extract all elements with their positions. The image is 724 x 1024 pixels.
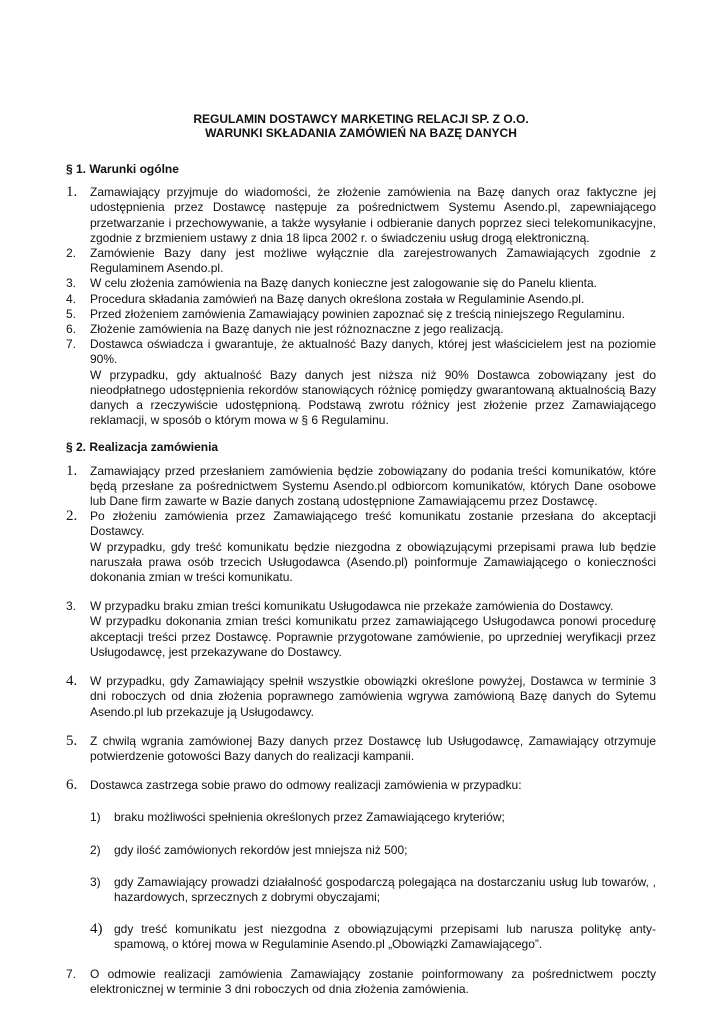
section-2-item-6 <box>66 778 656 793</box>
subitem-text: braku możliwości spełnienia określonych przez Zamawiającego kryteriów; <box>114 810 505 825</box>
section-1-heading: § 1. Warunki ogólne <box>66 162 179 176</box>
section-2-item-7 <box>66 967 656 997</box>
item-number: 3. <box>66 599 77 614</box>
section-1-item-1 <box>66 185 656 246</box>
item-text: Zamówienie Bazy dany jest możliwe wyłącznie dla zarejestrowanych Zamawiających zgodnie z Regulaminem Asendo.pl. <box>90 246 656 276</box>
item-text: Po złożeniu zamówienia przez Zamawiającego treść komunikatu zostanie przesłana do akceptacji Dostawcy. <box>90 509 656 539</box>
section-2-item-1 <box>66 464 656 510</box>
item-number: 7. <box>66 337 77 352</box>
item-number: 2. <box>66 246 77 261</box>
subitem-number: 3) <box>90 874 101 889</box>
item-number: 7. <box>66 966 77 981</box>
item-number: 4. <box>66 673 78 690</box>
item-number: 5. <box>66 306 77 321</box>
section-1-item-3 <box>66 276 656 291</box>
subitem-text: gdy ilość zamówionych rekordów jest mniejsza niż 500; <box>114 842 408 857</box>
item-text: W celu złożenia zamówienia na Bazę danych konieczne jest zalogowanie się do Panelu klienta. <box>90 276 597 291</box>
item-text: O odmowie realizacji zamówienia Zamawiający zostanie poinformowany za pośrednictwem poczty elektronicznej w terminie 3 dni roboczych od dnia złożenia zamówienia. <box>90 966 656 996</box>
refusal-reason-2 <box>66 843 656 858</box>
item-number: 3. <box>66 276 77 291</box>
item-number: 1. <box>66 462 78 479</box>
section-2-item-2 <box>66 509 656 585</box>
item-number: 1. <box>66 184 78 201</box>
document-title-line-1: REGULAMIN DOSTAWCY MARKETING RELACJI SP. Z O.O. <box>193 112 529 126</box>
section-1-item-5 <box>66 307 656 322</box>
item-number: 6. <box>66 777 78 794</box>
item-text: Dostawca oświadcza i gwarantuje, że aktualność Bazy danych, której jest właścicielem jest na poziomie 90%. <box>90 337 656 367</box>
item-number: 4. <box>66 291 77 306</box>
refusal-reason-4 <box>66 922 656 952</box>
item-number: 6. <box>66 322 77 337</box>
section-2-item-5 <box>66 734 656 764</box>
section-1-item-7 <box>66 337 656 428</box>
section-1-item-2 <box>66 246 656 276</box>
item-text: Zamawiający przed przesłaniem zamówienia będzie zobowiązany do podania treści komunikatów, które będą przesłane za pośrednictwem Systemu Asendo.pl odbiorcom komunikatów, których Dane osobowe lub Dane firm zawarte w Bazie danych zostaną udostępnione Zamawiającemu przez Dostawcę. <box>90 463 656 509</box>
item-text: Z chwilą wgrania zamówionej Bazy danych przez Dostawcę lub Usługodawcę, Zamawiający otrzymuje potwierdzenie gotowości Bazy danych do realizacji kampanii. <box>90 733 656 763</box>
item-extra-text: W przypadku dokonania zmian treści komunikatu przez zamawiającego Usługodawca ponowi procedurę akceptacji treści przez Dostawcę. Poprawnie przygotowane zamówienie, po uprzedniej weryfikacji przez Usługodawcę, jest przekazywane do Dostawcy. <box>90 614 656 659</box>
item-text: W przypadku braku zmian treści komunikatu Usługodawca nie przekaże zamówienia do Dostawcy. <box>90 599 614 614</box>
document-title-line-2: WARUNKI SKŁADANIA ZAMÓWIEŃ NA BAZĘ DANYCH <box>205 126 517 140</box>
item-number: 2. <box>66 508 78 525</box>
item-text: Dostawca zastrzega sobie prawo do odmowy realizacji zamówienia w przypadku: <box>90 778 522 793</box>
subitem-number: 2) <box>90 842 101 857</box>
section-2-item-4 <box>66 674 656 720</box>
subitem-number: 1) <box>90 810 101 825</box>
item-extra-text: W przypadku, gdy treść komunikatu będzie niezgodna z obowiązującymi przepisami prawa lub będzie naruszała prawa osób trzecich Usługodawca (Asendo.pl) poinformuje Zamawiającego o konieczności dokonania zmian w treści komunikatu. <box>90 539 656 585</box>
subitem-number: 4) <box>90 921 103 938</box>
item-text: Zamawiający przyjmuje do wiadomości, że złożenie zamówienia na Bazę danych oraz faktyczne jej udostępnienia przez Dostawcę następuje za pośrednictwem Systemu Asendo.pl, zapewniającego przetwarzanie i przechowywanie, a także wysyłanie i odbieranie danych poprzez sieci telekomunikacyjne, zgodnie z brzmieniem ustawy z dnia 18 lipca 2002 r. o świadczeniu usług drogą elektroniczną. <box>90 185 656 245</box>
refusal-reason-3 <box>66 875 656 905</box>
item-number: 5. <box>66 732 78 749</box>
subitem-text: gdy Zamawiający prowadzi działalność gospodarczą polegająca na dostarczaniu usług lub towarów, , hazardowych, sprzecznych z dobrymi obyczajami; <box>114 874 656 904</box>
section-1-item-6 <box>66 322 656 337</box>
section-2-heading: § 2. Realizacja zamówienia <box>66 440 219 455</box>
item-text: Przed złożeniem zamówienia Zamawiający powinien zapoznać się z treścią niniejszego Regulaminu. <box>90 306 625 321</box>
section-2-item-3 <box>66 599 656 660</box>
item-text: Złożenie zamówienia na Bazę danych nie jest różnoznaczne z jego realizacją. <box>90 322 504 337</box>
item-text: Procedura składania zamówień na Bazę danych określona została w Regulaminie Asendo.pl. <box>90 291 585 306</box>
item-text: W przypadku, gdy Zamawiający spełnił wszystkie obowiązki określone powyżej, Dostawca w terminie 3 dni roboczych od dnia złożenia poprawnego zamówienia wgrywa zamówioną Bazę danych do Sytemu Asendo.pl lub przekazuje ją Usługodawcy. <box>90 674 656 719</box>
item-extra-text: W przypadku, gdy aktualność Bazy danych jest niższa niż 90% Dostawca zobowiązany jest do nieodpłatnego udostępnienia rekordów stanowiących różnicę pomiędzy gwarantowaną aktualnością Bazy danych a rzeczywiście udostępnioną. Podstawą zwrotu różnicy jest złożenie przez Zamawiającego reklamacji, w sposób o którym mowa w § 6 Regulaminu. <box>90 367 656 428</box>
document-page <box>66 112 656 997</box>
refusal-reason-1 <box>66 810 656 825</box>
subitem-text: gdy treść komunikatu jest niezgodna z obowiązującymi przepisami lub narusza politykę anty-spamową, o której mowa w Regulaminie Asendo.pl „Obowiązki Zamawiającego”. <box>114 922 656 952</box>
section-1-item-4 <box>66 292 656 307</box>
